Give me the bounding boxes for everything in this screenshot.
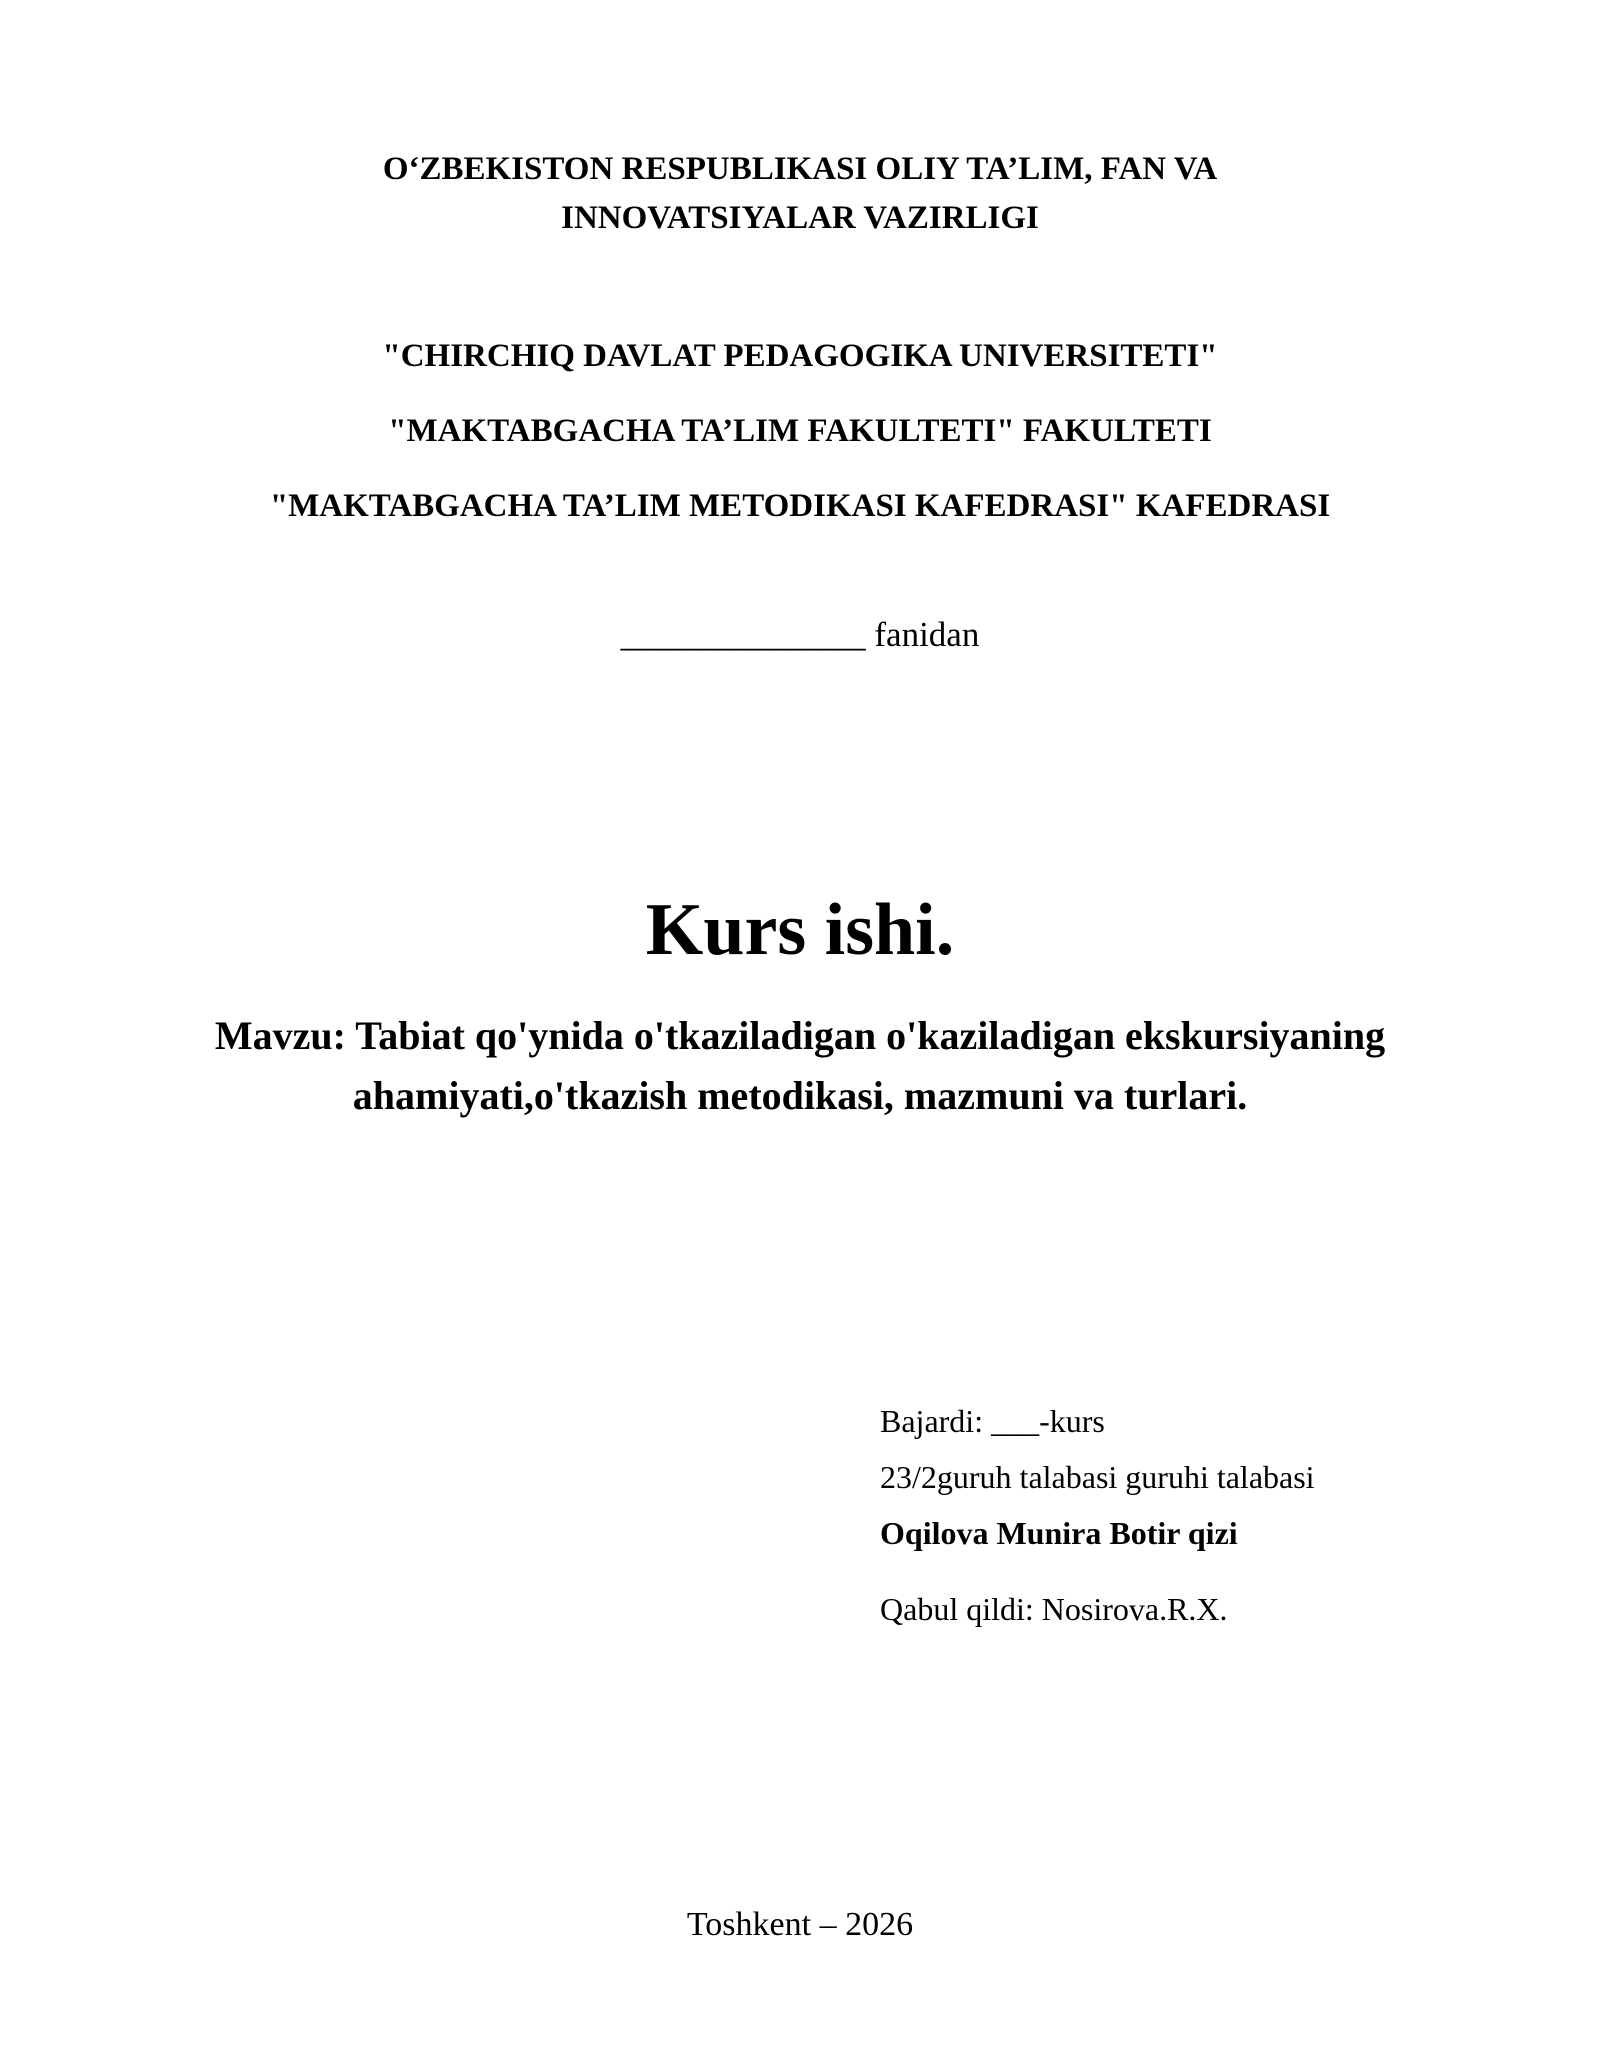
department-name: "MAKTABGACHA TA’LIM METODIKASI KAFEDRASI" KAFEDRASI [269,488,1331,524]
accepted-by: Qabul qildi: Nosirova.R.X. [880,1591,1228,1627]
university-name: "CHIRCHIQ DAVLAT PEDAGOGIKA UNIVERSITETI" [382,338,1218,374]
topic-line-1: Mavzu: Tabiat qo'ynida o'tkaziladigan o'kaziladigan ekskursiyaning [214,1013,1386,1058]
ministry-title-line-2: INNOVATSIYALAR VAZIRLIGI [561,200,1039,236]
faculty-name: "MAKTABGACHA TA’LIM FAKULTETI" FAKULTETI [388,413,1212,449]
document-title: Kurs ishi. [645,889,955,971]
topic-line-2: ahamiyati,o'tkazish metodikasi, mazmuni va turlari. [352,1073,1248,1118]
student-name: Oqilova Munira Botir qizi [880,1515,1238,1551]
performed-by: Bajardi: ___-kurs [880,1403,1105,1439]
ministry-title-line-1: O‘ZBEKISTON RESPUBLIKASI OLIY TA’LIM, FAN VA [382,151,1218,187]
subject-line: ______________ fanidan [620,615,980,654]
city-year: Toshkent – 2026 [686,1906,914,1943]
student-group: 23/2guruh talabasi guruhi talabasi [880,1459,1315,1495]
